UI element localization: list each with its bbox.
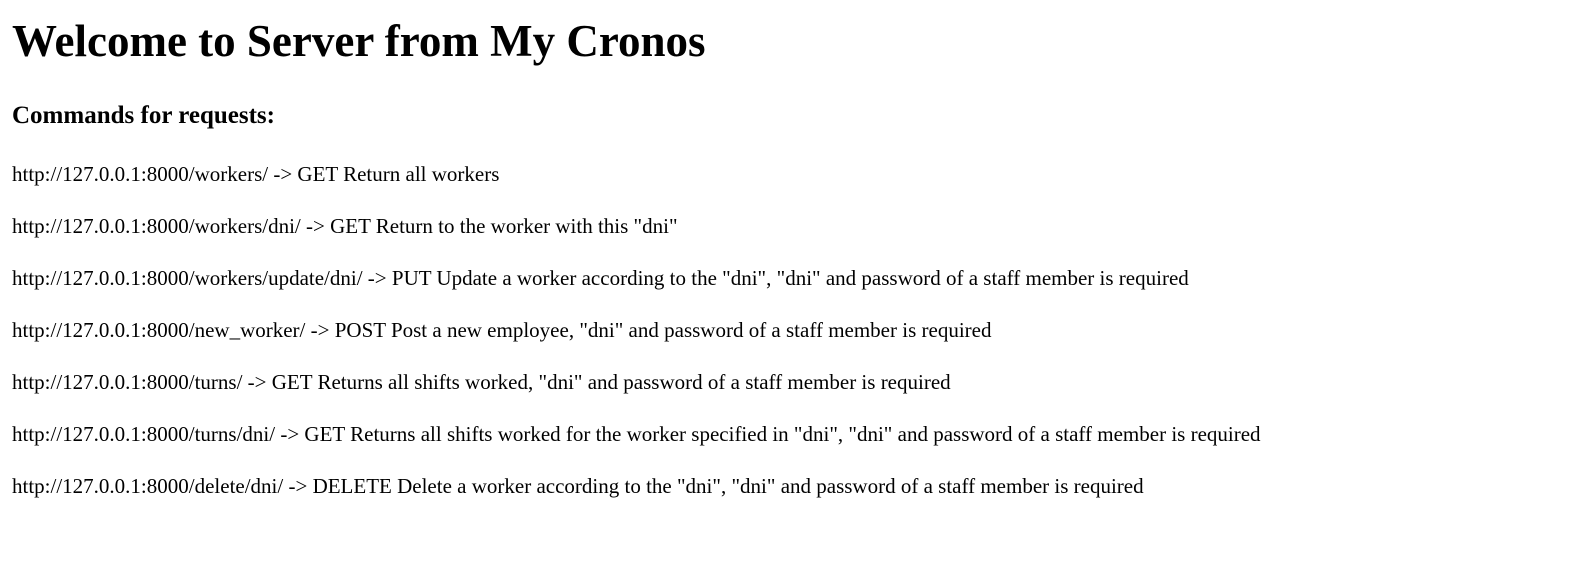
- command-line-turns-by-dni: http://127.0.0.1:8000/turns/dni/ -> GET Returns all shifts worked for the worker specified in "dni", "dni" and password of a staff member is required: [12, 422, 1261, 446]
- page-title: Welcome to Server from My Cronos: [12, 16, 706, 66]
- command-line-workers: http://127.0.0.1:8000/workers/ -> GET Return all workers: [12, 162, 500, 186]
- commands-heading: Commands for requests:: [12, 102, 275, 129]
- command-line-worker-by-dni: http://127.0.0.1:8000/workers/dni/ -> GET Return to the worker with this "dni": [12, 214, 678, 238]
- command-line-turns: http://127.0.0.1:8000/turns/ -> GET Returns all shifts worked, "dni" and password of a staff member is required: [12, 370, 951, 394]
- command-line-delete-worker: http://127.0.0.1:8000/delete/dni/ -> DELETE Delete a worker according to the "dni", "dni" and password of a staff member is required: [12, 474, 1144, 498]
- command-line-new-worker: http://127.0.0.1:8000/new_worker/ -> POST Post a new employee, "dni" and password of a staff member is required: [12, 318, 992, 342]
- command-line-update-worker: http://127.0.0.1:8000/workers/update/dni/ -> PUT Update a worker according to the "dni", "dni" and password of a staff member is required: [12, 266, 1189, 290]
- commands-list: [12, 160, 1261, 524]
